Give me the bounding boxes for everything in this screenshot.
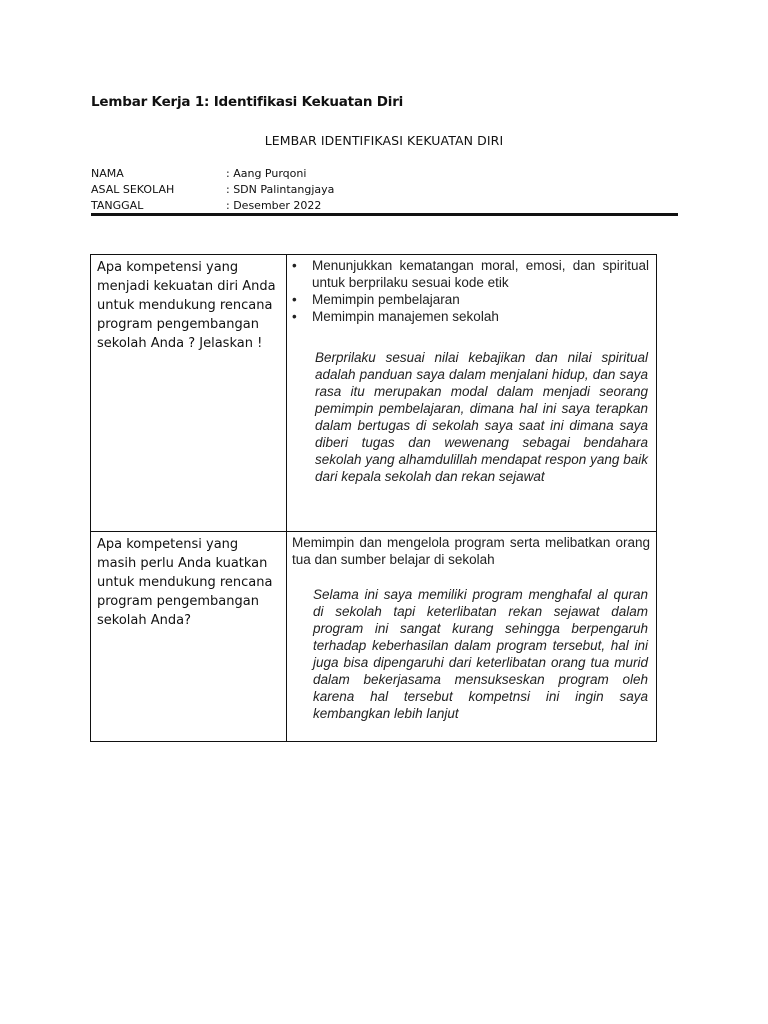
field-school bbox=[91, 182, 334, 198]
list-item: • Memimpin pembelajaran bbox=[287, 291, 649, 308]
field-label: TANGGAL bbox=[91, 199, 144, 212]
worksheet-heading: Lembar Kerja 1: Identifikasi Kekuatan Diri bbox=[91, 94, 404, 110]
answer-cell bbox=[287, 255, 657, 532]
competency-table bbox=[90, 254, 657, 742]
field-label: ASAL SEKOLAH bbox=[91, 183, 175, 196]
header-divider bbox=[91, 213, 678, 216]
table-row bbox=[91, 532, 657, 742]
explanation-text: Selama ini saya memiliki program menghafal al quran di sekolah tapi keterlibatan rekan sejawat dalam program ini sangat kurang sehingga berpengaruh terhadap keberhasilan dalam program tersebut, hal ini juga bisa dipengaruhi dari keterlibatan orang tua murid dalam bekerjasama mensukseskan program oleh karena hal tersebut kompetnsi ini ingin saya kembangkan lebih lanjut bbox=[313, 587, 648, 721]
field-value: : SDN Palintangjaya bbox=[226, 183, 335, 196]
strength-list bbox=[287, 255, 656, 325]
field-label: NAMA bbox=[91, 167, 124, 180]
list-item: • Menunjukkan kematangan moral, emosi, dan spiritual untuk berprilaku sesuai kode etik bbox=[287, 257, 649, 291]
answer-cell bbox=[287, 532, 657, 742]
document-title: LEMBAR IDENTIFIKASI KEKUATAN DIRI bbox=[264, 133, 504, 148]
question-cell: Apa kompetensi yang masih perlu Anda kuatkan untuk mendukung rencana program pengembangan sekolah Anda? bbox=[91, 532, 287, 742]
field-value: : Desember 2022 bbox=[226, 199, 322, 212]
table-row bbox=[91, 255, 657, 532]
question-cell: Apa kompetensi yang menjadi kekuatan diri Anda untuk mendukung rencana program pengembangan sekolah Anda ? Jelaskan ! bbox=[91, 255, 287, 532]
field-date bbox=[91, 198, 334, 214]
field-name bbox=[91, 166, 334, 182]
answer-text: Memimpin dan mengelola program serta melibatkan orang tua dan sumber belajar di sekolah bbox=[292, 535, 650, 567]
identity-fields bbox=[91, 166, 334, 214]
list-item: • Memimpin manajemen sekolah bbox=[287, 308, 649, 325]
field-value: : Aang Purqoni bbox=[226, 167, 307, 180]
explanation-text: Berprilaku sesuai nilai kebajikan dan nilai spiritual adalah panduan saya dalam menjalani hidup, dan saya rasa itu merupakan modal dalam menjadi seorang pemimpin pembelajaran, dimana hal ini saya terapkan dalam bertugas di sekolah saya saat ini dimana saya diberi tugas dan wewenang sebagai bendahara sekolah yang alhamdulillah mendapat respon yang baik dari kepala sekolah dan rekan sejawat bbox=[315, 350, 648, 484]
